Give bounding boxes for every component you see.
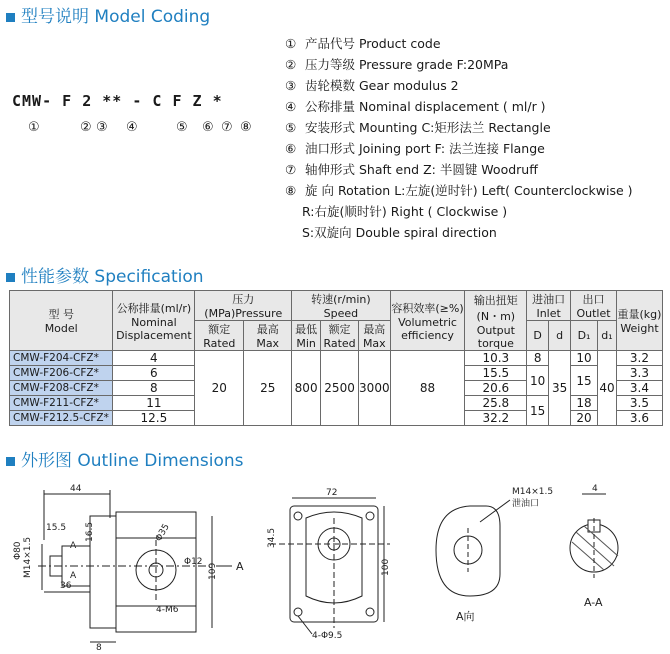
description-item	[285, 118, 551, 136]
cell-displacement: 8	[113, 381, 195, 396]
end-outline	[436, 506, 500, 596]
leader-line	[298, 616, 312, 634]
description-item	[285, 181, 633, 199]
outline-title-text: 外形图 Outline Dimensions	[21, 451, 244, 471]
header-speed: 转速(r/min) Speed	[292, 291, 390, 321]
header-text: Inlet	[536, 307, 561, 320]
description-num: ①	[285, 36, 297, 51]
header-text: 进油口	[532, 293, 566, 306]
header-text: 额定	[328, 323, 351, 336]
cell-model: CMW-F208-CFZ*	[10, 381, 113, 396]
description-text: 油口形式 Joining port F: 法兰连接 Flange	[305, 141, 545, 156]
cell-outlet-d1: 40	[597, 351, 616, 426]
header-text: 重量(kg)	[617, 308, 662, 321]
hatch-line	[576, 532, 614, 566]
cell-torque: 15.5	[465, 366, 527, 381]
header-inlet	[527, 291, 571, 321]
description-num: ⑧	[285, 183, 297, 198]
header-text: Model	[44, 322, 78, 335]
outline-drawing	[0, 478, 670, 654]
dim-phi12: Φ12	[184, 557, 203, 567]
code-number: ⑤	[176, 120, 188, 135]
header-max-speed	[359, 321, 391, 351]
cell-weight: 3.2	[616, 351, 662, 366]
description-item	[285, 34, 441, 52]
dim-72: 72	[326, 488, 338, 498]
header-text: 最高	[256, 323, 279, 336]
code-number: ⑧	[240, 120, 252, 135]
dim-4: 4	[592, 484, 598, 494]
header-text: 额定	[208, 323, 231, 336]
hatch-line	[572, 542, 604, 570]
cell-volumetric: 88	[390, 351, 465, 426]
header-min-speed	[292, 321, 321, 351]
header-text: Rated	[323, 337, 356, 350]
dim-100: 100	[381, 558, 391, 576]
description-text: S:双旋向 Double spiral direction	[302, 225, 497, 240]
description-item	[285, 55, 508, 73]
header-text: 最低	[295, 323, 318, 336]
dim-44: 44	[70, 484, 82, 494]
cell-displacement: 11	[113, 396, 195, 411]
cell-rated-speed: 2500	[321, 351, 359, 426]
header-text: 公称排量(ml/r)	[116, 301, 192, 315]
description-item	[302, 223, 497, 241]
header-outlet	[571, 291, 617, 321]
outline-title	[6, 446, 244, 471]
view-a-title: A向	[456, 610, 475, 623]
description-item	[285, 97, 546, 115]
description-item	[285, 139, 545, 157]
cell-inlet-D: 15	[527, 396, 549, 426]
description-text: 压力等级 Pressure grade F:20MPa	[305, 57, 509, 72]
description-num: ⑤	[285, 120, 297, 135]
table-header-row	[10, 291, 663, 321]
cell-outlet-D1: 18	[571, 396, 598, 411]
cell-weight: 3.6	[616, 411, 662, 426]
section-title: A-A	[584, 596, 603, 609]
description-text: 旋 向 Rotation L:左旋(逆时针) Left( Counterclockwise )	[305, 183, 633, 198]
model-coding-title-text: 型号说明 Model Coding	[21, 7, 211, 27]
header-text: Outlet	[576, 307, 611, 320]
cell-displacement: 6	[113, 366, 195, 381]
header-text: Min	[296, 337, 316, 350]
dim-8: 8	[96, 643, 102, 653]
header-displacement	[113, 291, 195, 351]
description-num: ⑦	[285, 162, 297, 177]
specification-title-text: 性能参数 Specification	[21, 267, 204, 287]
dim-36: 36	[60, 581, 72, 591]
cell-outlet-D1: 10	[571, 351, 598, 366]
dim-16-5: 16.5	[85, 521, 95, 542]
dim-109: 109	[208, 562, 218, 580]
description-text: 安装形式 Mounting C:矩形法兰 Rectangle	[305, 120, 551, 135]
section-a-a	[570, 484, 618, 609]
section-mark-a: A	[70, 541, 77, 551]
cell-displacement: 4	[113, 351, 195, 366]
header-text: Max	[256, 337, 280, 350]
view-arrow-a: A	[236, 560, 244, 573]
section-marker-icon	[6, 457, 15, 466]
dim-4-m6: 4-M6	[156, 605, 179, 615]
cell-weight: 3.3	[616, 366, 662, 381]
code-number: ②	[80, 120, 92, 135]
leader-line	[480, 500, 510, 522]
cell-torque: 20.6	[465, 381, 527, 396]
section-marker-icon	[6, 273, 15, 282]
header-inlet-D: D	[527, 321, 549, 351]
description-text: 公称排量 Nominal displacement ( ml/r )	[305, 99, 546, 114]
cell-torque: 32.2	[465, 411, 527, 426]
header-text: (N・m)	[476, 309, 516, 323]
header-max	[244, 321, 292, 351]
header-outlet-d1: d₁	[597, 321, 616, 351]
dim-m14: M14×1.5	[23, 536, 33, 578]
dim-15-5: 15.5	[46, 523, 67, 533]
specification-table	[9, 290, 663, 426]
cell-weight: 3.4	[616, 381, 662, 396]
mount-hole	[294, 512, 302, 520]
view-a	[436, 487, 553, 623]
code-number: ④	[126, 120, 138, 135]
header-model	[10, 291, 113, 351]
header-text: 出口	[582, 293, 605, 306]
label-m14: M14×1.5	[512, 487, 554, 497]
header-text: 最高	[363, 323, 386, 336]
cell-outlet-D1: 20	[571, 411, 598, 426]
header-text: Rated	[203, 337, 236, 350]
header-rated	[195, 321, 244, 351]
dim-4-holes: 4-Φ9.5	[312, 631, 343, 641]
description-num: ⑥	[285, 141, 297, 156]
cell-rated-pressure: 20	[195, 351, 244, 426]
cell-model: CMW-F204-CFZ*	[10, 351, 113, 366]
code-number: ⑥	[202, 120, 214, 135]
cell-min-speed: 800	[292, 351, 321, 426]
cell-inlet-D: 8	[527, 351, 549, 366]
cell-max-speed: 3000	[359, 351, 391, 426]
code-number: ③	[96, 120, 108, 135]
header-text: 输出扭矩	[473, 293, 518, 307]
header-text: Output torque	[476, 323, 515, 350]
cell-max-pressure: 25	[244, 351, 292, 426]
header-text: 容积效率(≥%)	[391, 301, 464, 315]
header-torque	[465, 291, 527, 351]
side-view	[13, 484, 244, 653]
description-item	[285, 160, 538, 178]
dim-phi35: Φ35	[153, 522, 172, 544]
header-text: 型 号	[48, 308, 74, 321]
section-mark-a: A	[70, 571, 77, 581]
description-text: 产品代号 Product code	[305, 36, 441, 51]
description-text: R:右旋(顺时针) Right ( Clockwise )	[302, 204, 508, 219]
dim-34-5: 34.5	[267, 527, 277, 548]
section-marker-icon	[6, 13, 15, 22]
description-text: 齿轮模数 Gear modulus 2	[305, 78, 459, 93]
code-number: ⑦	[221, 120, 233, 135]
header-text: Weight	[620, 322, 659, 335]
header-volumetric	[390, 291, 465, 351]
mount-hole	[366, 608, 374, 616]
header-pressure: 压力(MPa)Pressure	[195, 291, 292, 321]
description-num: ②	[285, 57, 297, 72]
header-rated-speed	[321, 321, 359, 351]
front-view	[267, 488, 391, 641]
cell-displacement: 12.5	[113, 411, 195, 426]
header-text: Max	[362, 337, 386, 350]
hatch-line	[584, 526, 618, 556]
cell-weight: 3.5	[616, 396, 662, 411]
cell-torque: 10.3	[465, 351, 527, 366]
table-row	[10, 351, 663, 366]
cell-inlet-d: 35	[549, 351, 571, 426]
specification-title	[6, 262, 204, 287]
description-num: ④	[285, 99, 297, 114]
description-text: 轴伸形式 Shaft end Z: 半圆键 Woodruff	[305, 162, 538, 177]
mount-hole	[294, 608, 302, 616]
dim-phi80: Φ80	[13, 541, 23, 560]
description-item	[302, 202, 507, 220]
header-text: Nominal Displacement	[116, 315, 192, 342]
header-outlet-D1: D₁	[571, 321, 598, 351]
code-number: ①	[28, 120, 40, 135]
cell-torque: 25.8	[465, 396, 527, 411]
cell-model: CMW-F212.5-CFZ*	[10, 411, 113, 426]
label-drain: 泄油口	[512, 499, 540, 509]
cell-model: CMW-F206-CFZ*	[10, 366, 113, 381]
model-coding-title	[6, 2, 210, 27]
header-inlet-d: d	[549, 321, 571, 351]
mount-hole	[366, 512, 374, 520]
description-num: ③	[285, 78, 297, 93]
cell-model: CMW-F211-CFZ*	[10, 396, 113, 411]
cell-inlet-D: 10	[527, 366, 549, 396]
cell-outlet-D1: 15	[571, 366, 598, 396]
description-item	[285, 76, 459, 94]
header-text: Volumetric efficiency	[398, 315, 457, 342]
model-code: CMW- F 2 ** - C F Z *	[12, 92, 223, 110]
header-weight	[616, 291, 662, 351]
